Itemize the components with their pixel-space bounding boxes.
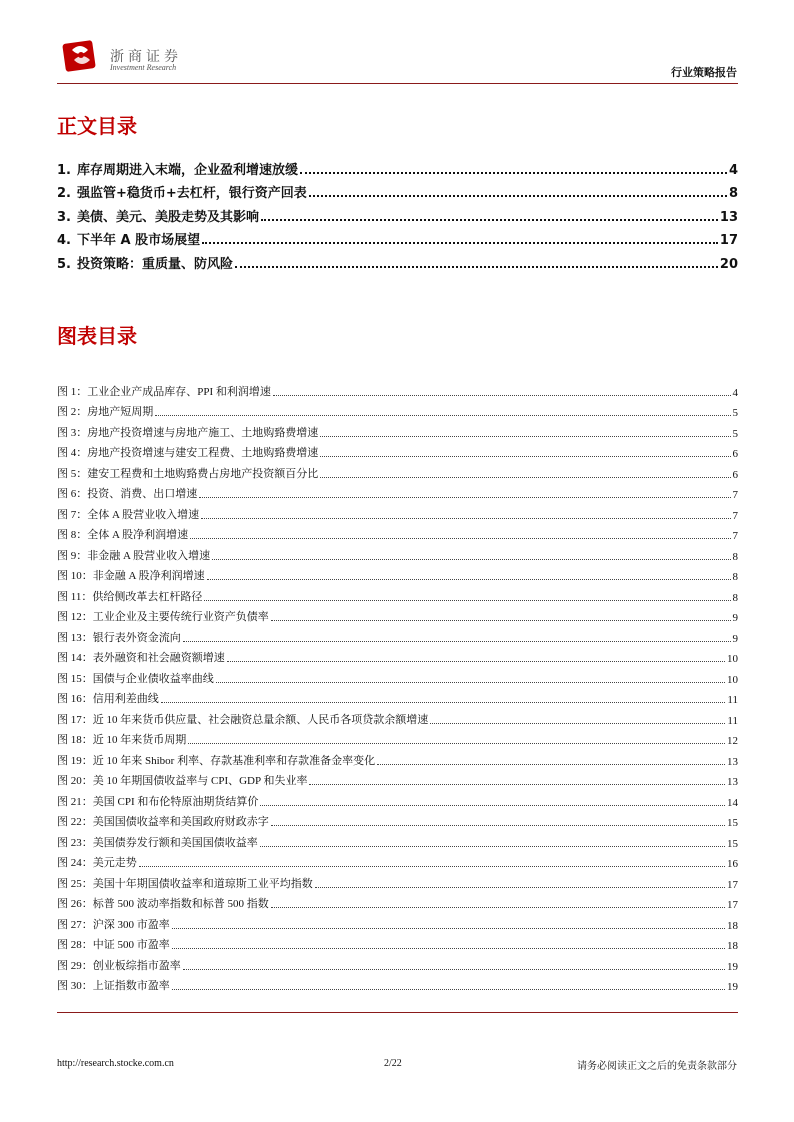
- figure-item-page: 17: [727, 878, 738, 891]
- figure-leader: [188, 743, 725, 744]
- figure-item-page: 5: [732, 427, 738, 440]
- figure-leader: [201, 518, 730, 519]
- figure-item-label: 图 18：近 10 年来货币周期: [57, 734, 187, 746]
- footer-url-link[interactable]: http://research.stocke.com.cn: [57, 1058, 174, 1069]
- figure-leader: [227, 661, 725, 662]
- toc-item-page: 4: [728, 162, 738, 178]
- toc-title: 正文目录: [57, 114, 137, 138]
- figure-item-label: 图 22：美国国债收益率和美国政府财政赤字: [57, 816, 269, 828]
- figure-item-page: 8: [732, 571, 738, 583]
- page-number: 2/22: [384, 1058, 402, 1069]
- figure-item-page: 17: [727, 899, 738, 911]
- figure-item-page: 12: [727, 735, 738, 747]
- figure-item-page: 11: [727, 694, 738, 706]
- figure-item-label: 图 17：近 10 年来货币供应量、社会融资总量余额、人民币各项贷款余额增速: [57, 713, 429, 726]
- figure-leader: [183, 641, 731, 642]
- figure-item-8[interactable]: [57, 522, 738, 543]
- figure-item-3[interactable]: [57, 419, 738, 440]
- figure-item-label: 图 29：创业板综指市盈率: [57, 959, 181, 972]
- figure-leader: [216, 682, 725, 683]
- figure-item-label: 图 2：房地产短周期: [57, 406, 154, 418]
- toc-leader: [235, 266, 718, 268]
- figure-item-label: 图 5：建安工程费和土地购臵费占房地产投资额百分比: [57, 467, 319, 480]
- figure-item-label: 图 19：近 10 年来 Shibor 利率、存款基准利率和存款准备金率变化: [57, 754, 376, 767]
- figure-item-5[interactable]: [57, 460, 738, 481]
- figure-item-label: 图 12：工业企业及主要传统行业资产负债率: [57, 611, 269, 623]
- figure-leader: [430, 723, 725, 724]
- toc-item-page: 13: [719, 209, 738, 225]
- figure-item-10[interactable]: [57, 563, 738, 584]
- figure-item-page: 11: [727, 714, 738, 727]
- figure-item-7[interactable]: [57, 501, 738, 522]
- figure-item-label: 图 21：美国 CPI 和布伦特原油期货结算价: [57, 795, 259, 808]
- toc-item-4[interactable]: [57, 225, 738, 249]
- toc-item-number: 5.: [57, 256, 71, 272]
- figure-item-23[interactable]: [57, 829, 738, 850]
- figure-item-page: 18: [727, 940, 738, 952]
- figure-item-page: 6: [732, 468, 738, 481]
- figure-item-16[interactable]: [57, 686, 738, 707]
- toc-item-label: 投资策略：重质量、防风险: [77, 256, 234, 272]
- figure-item-label: 图 10：非金融 A 股净利润增速: [57, 570, 205, 582]
- figure-leader: [309, 784, 725, 785]
- toc-item-number: 2.: [57, 186, 71, 201]
- figure-item-20[interactable]: [57, 768, 738, 789]
- figure-leader: [207, 579, 731, 580]
- toc-item-number: 4.: [57, 233, 71, 248]
- footer-divider: [57, 1012, 738, 1013]
- figure-item-13[interactable]: [57, 624, 738, 645]
- figure-item-label: 图 8：全体 A 股净利润增速: [57, 529, 189, 541]
- figure-leader: [183, 969, 725, 970]
- header-divider: [57, 83, 738, 84]
- figure-leader: [260, 846, 725, 847]
- toc-leader: [202, 242, 718, 244]
- figure-item-19[interactable]: [57, 747, 738, 768]
- figure-item-label: 图 9：非金融 A 股营业收入增速: [57, 549, 211, 562]
- figure-leader: [377, 764, 725, 765]
- figure-item-label: 图 15：国债与企业债收益率曲线: [57, 672, 214, 685]
- figure-item-21[interactable]: [57, 788, 738, 809]
- figure-item-label: 图 26：标普 500 波动率指数和标普 500 指数: [57, 898, 269, 910]
- figure-item-page: 19: [727, 960, 738, 973]
- figure-item-9[interactable]: [57, 542, 738, 563]
- figure-item-page: 7: [732, 530, 738, 542]
- figure-item-page: 4: [732, 386, 738, 399]
- figure-item-label: 图 20：美 10 年期国债收益率与 CPI、GDP 和失业率: [57, 775, 308, 787]
- figure-item-page: 7: [732, 509, 738, 522]
- toc-leader: [309, 195, 727, 197]
- figure-item-1[interactable]: [57, 378, 738, 399]
- toc-item-page: 20: [719, 256, 738, 272]
- figure-item-label: 图 28：中证 500 市盈率: [57, 939, 170, 951]
- figure-item-30[interactable]: [57, 973, 738, 994]
- figure-item-page: 10: [727, 653, 738, 665]
- figure-leader: [204, 600, 730, 601]
- toc-item-page: 8: [728, 186, 738, 201]
- figure-item-label: 图 7：全体 A 股营业收入增速: [57, 508, 200, 521]
- report-type-label: 行业策略报告: [671, 66, 737, 79]
- figure-item-page: 15: [727, 817, 738, 829]
- figure-item-22[interactable]: [57, 809, 738, 830]
- figure-item-page: 8: [732, 591, 738, 604]
- toc-item-label: 美债、美元、美股走势及其影响: [77, 209, 260, 225]
- figure-item-label: 图 25：美国十年期国债收益率和道琼斯工业平均指数: [57, 877, 313, 890]
- toc-item-label: 强监管+稳货币+去杠杆，银行资产回表: [77, 186, 307, 201]
- toc-item-3[interactable]: [57, 201, 738, 225]
- figure-leader: [161, 702, 726, 703]
- figure-item-27[interactable]: [57, 911, 738, 932]
- toc-item-number: 3.: [57, 209, 71, 225]
- figure-leader: [320, 456, 730, 457]
- toc-item-label: 库存周期进入末端，企业盈利增速放缓: [77, 162, 299, 178]
- figure-item-label: 图 4：房地产投资增速与建安工程费、土地购臵费增速: [57, 447, 319, 459]
- figure-leader: [260, 805, 725, 806]
- figure-item-29[interactable]: [57, 952, 738, 973]
- figure-item-page: 8: [732, 550, 738, 563]
- figure-item-25[interactable]: [57, 870, 738, 891]
- toc-item-1[interactable]: [57, 154, 738, 178]
- figure-item-label: 图 27：沪深 300 市盈率: [57, 918, 170, 931]
- figure-leader: [271, 825, 725, 826]
- toc-item-5[interactable]: [57, 248, 738, 272]
- toc-item-page: 17: [719, 233, 738, 248]
- brand-name-en: Investment Research: [110, 63, 177, 72]
- figure-item-page: 9: [732, 612, 738, 624]
- figure-item-page: 6: [732, 448, 738, 460]
- figure-item-page: 19: [727, 981, 738, 993]
- figure-leader: [139, 866, 725, 867]
- figure-item-18[interactable]: [57, 727, 738, 748]
- figure-item-4[interactable]: [57, 440, 738, 461]
- figure-leader: [172, 989, 725, 990]
- stocke-logo-icon: [62, 38, 102, 74]
- figure-item-11[interactable]: [57, 583, 738, 604]
- brand-name-cn: 浙商证券: [110, 49, 182, 65]
- figures-title: 图表目录: [57, 324, 137, 348]
- figure-item-6[interactable]: [57, 481, 738, 502]
- figure-leader: [190, 538, 730, 539]
- figure-leader: [320, 436, 730, 437]
- figure-item-24[interactable]: [57, 850, 738, 871]
- toc-item-2[interactable]: [57, 178, 738, 202]
- figure-item-page: 18: [727, 919, 738, 932]
- figure-item-2[interactable]: [57, 399, 738, 420]
- figure-item-page: 9: [732, 632, 738, 645]
- figure-item-page: 13: [727, 776, 738, 788]
- figure-item-page: 7: [732, 489, 738, 501]
- figures-list: [57, 378, 738, 993]
- figure-leader: [155, 415, 730, 416]
- figure-item-label: 图 1：工业企业产成品库存、PPI 和利润增速: [57, 385, 271, 398]
- figure-item-page: 5: [732, 407, 738, 419]
- figure-leader: [172, 928, 725, 929]
- figure-item-label: 图 11：供给侧改革去杠杆路径: [57, 590, 203, 603]
- toc-leader: [300, 172, 727, 174]
- figure-item-12[interactable]: [57, 604, 738, 625]
- figure-item-28[interactable]: [57, 932, 738, 953]
- figure-item-26[interactable]: [57, 891, 738, 912]
- toc-leader: [261, 219, 718, 221]
- figure-leader: [212, 559, 730, 560]
- figure-leader: [172, 948, 725, 949]
- figure-leader: [315, 887, 725, 888]
- disclaimer-note: 请务必阅读正文之后的免责条款部分: [577, 1061, 737, 1072]
- figure-leader: [271, 620, 731, 621]
- figure-item-label: 图 16：信用利差曲线: [57, 693, 159, 705]
- figure-item-page: 14: [727, 796, 738, 809]
- figure-item-page: 15: [727, 837, 738, 850]
- figure-leader: [273, 395, 731, 396]
- figure-leader: [199, 497, 730, 498]
- toc-item-number: 1.: [57, 162, 71, 178]
- figure-item-page: 13: [727, 755, 738, 768]
- figure-item-page: 16: [727, 858, 738, 870]
- figure-item-label: 图 14：表外融资和社会融资额增速: [57, 652, 225, 664]
- figure-item-label: 图 13：银行表外资金流向: [57, 631, 181, 644]
- figure-leader: [271, 907, 725, 908]
- figure-item-label: 图 3：房地产投资增速与房地产施工、土地购臵费增速: [57, 426, 319, 439]
- figure-item-15[interactable]: [57, 665, 738, 686]
- figure-item-14[interactable]: [57, 645, 738, 666]
- figure-leader: [320, 477, 730, 478]
- figure-item-label: 图 6：投资、消费、出口增速: [57, 488, 198, 500]
- figure-item-17[interactable]: [57, 706, 738, 727]
- figure-item-page: 10: [727, 673, 738, 686]
- toc-list: [57, 154, 738, 272]
- figure-item-label: 图 23：美国债券发行额和美国国债收益率: [57, 836, 258, 849]
- figure-item-label: 图 30：上证指数市盈率: [57, 980, 170, 992]
- figure-item-label: 图 24：美元走势: [57, 857, 137, 869]
- toc-item-label: 下半年 A 股市场展望: [77, 233, 201, 248]
